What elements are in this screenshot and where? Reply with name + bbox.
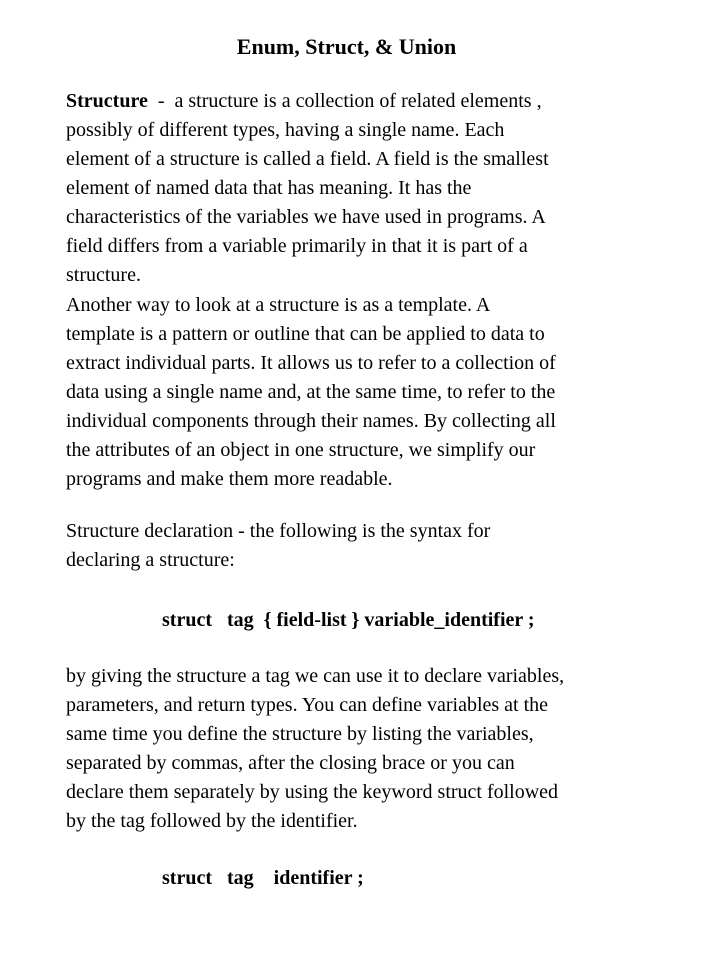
template-paragraph [66,291,676,494]
structure-term: Structure [66,90,148,112]
paragraph-line: extract individual parts. It allows us to refer to a collection of [66,352,556,374]
tag-usage-paragraph [66,662,676,836]
paragraph-line: possibly of different types, having a single name. Each [66,119,505,141]
declaration-paragraph [66,517,676,575]
paragraph-line: template is a pattern or outline that can be applied to data to [66,323,545,345]
paragraph-line: data using a single name and, at the same time, to refer to the [66,381,556,403]
struct-syntax-line: struct tag { field-list } variable_identifier ; [162,609,535,631]
paragraph-line: the attributes of an object in one structure, we simplify our [66,439,536,461]
paragraph-line: element of a structure is called a field. A field is the smallest [66,148,549,170]
paragraph-line: field differs from a variable primarily in that it is part of a [66,235,528,257]
paragraph-line: same time you define the structure by listing the variables, [66,723,534,745]
paragraph-line: declare them separately by using the keyword struct followed [66,781,559,803]
paragraph-line: separated by commas, after the closing brace or you can [66,752,515,774]
paragraph-line: Another way to look at a structure is as a template. A [66,294,491,316]
paragraph-line: programs and make them more readable. [66,468,393,490]
paragraph-line: by the tag followed by the identifier. [66,810,358,832]
paragraph-line: parameters, and return types. You can define variables at the [66,694,549,716]
paragraph-line: characteristics of the variables we have used in programs. A [66,206,546,228]
paragraph-line [66,87,676,116]
struct-identifier-syntax-line: struct tag identifier ; [162,867,364,889]
page-title: Enum, Struct, & Union [236,34,457,59]
paragraph-line: by giving the structure a tag we can use it to declare variables, [66,665,565,687]
paragraph-line: declaring a structure: [66,549,235,571]
paragraph-line: individual components through their names. By collecting all [66,410,556,432]
structure-definition-paragraph [66,87,676,290]
paragraph-line: structure. [66,264,141,286]
paragraph-line-text: - a structure is a collection of related elements , [147,90,542,112]
paragraph-line: Structure declaration - the following is the syntax for [66,520,491,542]
paragraph-line: element of named data that has meaning. It has the [66,177,472,199]
